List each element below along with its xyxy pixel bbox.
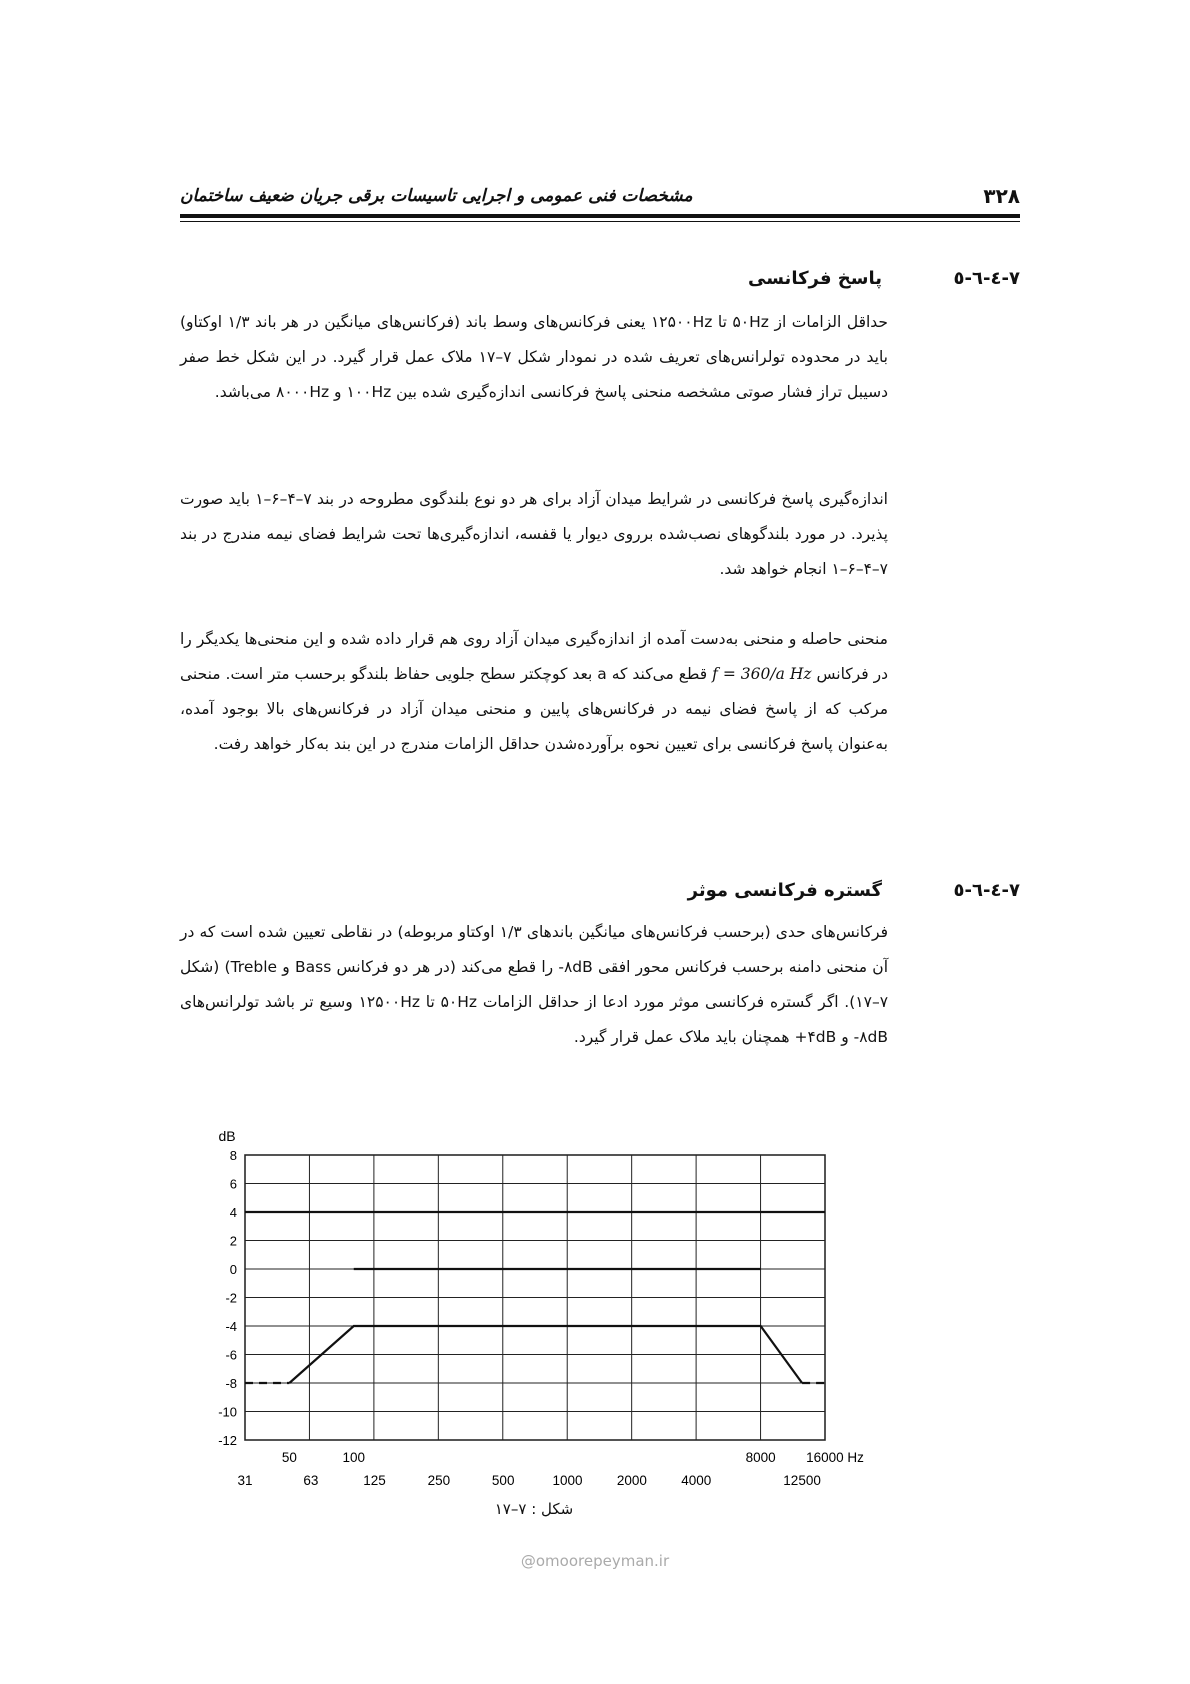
figure-caption: شکل : ۷–۱۷ (494, 1500, 574, 1518)
x-tick-label: 16000 Hz (806, 1450, 864, 1465)
paragraph-text: منحنی حاصله و منحنی به‌دست آمده از اندازه‌گیری میدان آزاد روی هم قرار داده شده و این منحنی‌ها یکدیگر را در فرکانس (180, 630, 888, 683)
header-rule-thin (180, 221, 1020, 222)
paragraph-text: قطع می‌کند که a بعد کوچکتر سطح جلویی حفاظ بلندگو برحسب متر است. منحنی مرکب که از پاسخ فضای نیمه در فرکانس‌های پایین و منحنی میدان آزاد در فرکانس‌های بالا بوجود آمده، به‌عنوان پاسخ فرکانسی برای تعیین نحوه برآورده‌شدن حداقل الزامات مندرج در این بند به‌کار خواهد رفت. (180, 665, 888, 753)
section-number: ۷-٤-٦-٥ (953, 880, 1020, 901)
y-tick-label: -8 (225, 1376, 237, 1391)
y-tick-label: -2 (225, 1290, 237, 1306)
y-tick-label: 6 (229, 1176, 237, 1192)
section-number: ۷-٤-٦-٥ (953, 268, 1020, 289)
paragraph: حداقل الزامات از ۵۰Hz تا ۱۲۵۰۰Hz یعنی فرکانس‌های وسط باند (فرکانس‌های میانگین در هر باند ۱/۳ اوکتاو) باید در محدوده تولرانس‌های تعریف شده در نمودار شکل ۷–۱۷ ملاک عمل قرار گیرد. در این شکل خط صفر دسیبل تراز فشار صوتی مشخصه منحنی پاسخ فرکانسی اندازه‌گیری شده بین ۱۰۰Hz و ۸۰۰۰Hz می‌باشد. (180, 313, 889, 401)
x-tick-label: 125 (363, 1473, 386, 1488)
paragraph: فرکانس‌های حدی (برحسب فرکانس‌های میانگین باندهای ۱/۳ اوکتاو مربوطه) در نقاطی تعیین شده است که در آن منحنی دامنه برحسب فرکانس محور افقی ‎-۸dB‎ را قطع می‌کند (در هر دو فرکانس Bass و Treble) (شکل ۷–۱۷). اگر گستره فرکانسی موثر مورد ادعا از حداقل الزامات ۵۰Hz تا ۱۲۵۰۰Hz وسیع تر باشد تولرانس‌های ‎-۸dB‎ و ‎+۴dB‎ همچنان باید ملاک عمل قرار گیرد. (180, 923, 889, 1046)
x-tick-label: 63 (303, 1473, 319, 1488)
page-header (180, 178, 1020, 224)
y-tick-label: -12 (218, 1433, 237, 1448)
y-tick-label: 0 (229, 1262, 237, 1277)
x-tick-label: 250 (427, 1473, 451, 1488)
y-tick-label: 4 (229, 1205, 237, 1220)
x-tick-label: 12500 (783, 1473, 821, 1488)
y-tick-label: 8 (229, 1148, 237, 1163)
x-tick-label: 8000 (745, 1450, 776, 1465)
x-tick-label: 31 (237, 1473, 253, 1488)
y-tick-label: -10 (218, 1404, 237, 1420)
running-title: مشخصات فنی عمومی و اجرایی تاسیسات برقی جریان ضعیف ساختمان (180, 186, 693, 206)
paragraph: اندازه‌گیری پاسخ فرکانسی در شرایط میدان آزاد برای هر دو نوع بلندگوی مطروحه در بند ۷–۴–۶–۱ باید صورت پذیرد. در مورد بلندگوهای نصب‌شده برروی دیوار یا قفسه، اندازه‌گیری‌ها تحت شرایط فضای نیمه مندرج در بند ۷–۴–۶–۱ انجام خواهد شد. (180, 490, 888, 578)
watermark: @omoorepeyman.ir (520, 1552, 670, 1570)
page-number: ۳۲۸ (983, 184, 1020, 208)
x-tick-label: 100 (342, 1450, 366, 1465)
x-tick-label: 2000 (616, 1473, 647, 1488)
x-tick-label: 50 (281, 1450, 297, 1465)
section-title: گستره فرکانسی موثر (687, 880, 882, 901)
section-title: پاسخ فرکانسی (748, 268, 882, 289)
y-tick-label: -4 (225, 1319, 237, 1334)
chart-svg (205, 1095, 885, 1500)
tolerance-chart (205, 1095, 885, 1535)
paragraph-with-formula (180, 622, 888, 762)
header-rule-thick (180, 214, 1020, 218)
x-tick-label: 1000 (552, 1473, 583, 1488)
y-axis-label: dB (218, 1128, 236, 1144)
y-tick-label: 2 (229, 1233, 237, 1249)
formula: f = 360/a Hz (712, 665, 812, 683)
x-tick-label: 4000 (681, 1473, 712, 1488)
x-tick-label: 500 (491, 1473, 515, 1488)
y-tick-label: -6 (225, 1347, 237, 1363)
